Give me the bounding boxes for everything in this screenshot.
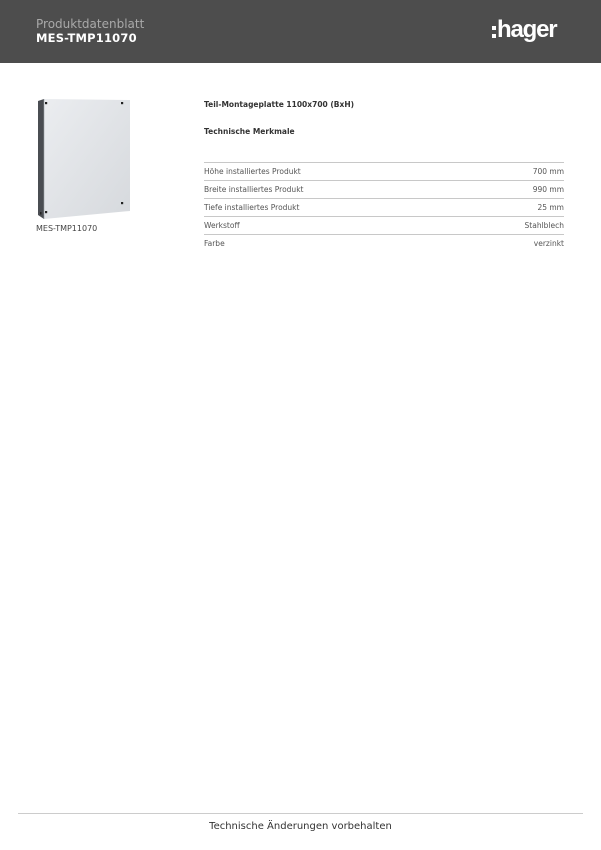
table-row [204,181,564,199]
spec-label: Farbe [204,239,225,248]
spec-label: Tiefe installiertes Produkt [204,203,300,212]
image-caption: MES-TMP11070 [36,224,98,233]
spec-value: 25 mm [537,203,564,212]
footer-divider [18,813,583,814]
logo-dots-icon [492,26,496,38]
logo-wordmark: hager [497,16,557,43]
spec-label: Höhe installiertes Produkt [204,167,301,176]
product-title: Teil-Montageplatte 1100x700 (BxH) [204,100,355,109]
spec-value: 700 mm [532,167,564,176]
table-row [204,199,564,217]
hager-logo [492,17,556,43]
document-id: MES-TMP11070 [36,31,137,45]
footer-note: Technische Änderungen vorbehalten [209,821,392,832]
table-row [204,235,564,252]
document-type: Produktdatenblatt [36,17,145,31]
section-title: Technische Merkmale [204,127,295,136]
spec-table [204,162,564,252]
spec-value: verzinkt [533,239,564,248]
table-row [204,217,564,235]
mounting-plate-icon [36,98,131,221]
table-row [204,163,564,181]
spec-label: Breite installiertes Produkt [204,185,304,194]
page-header [0,0,601,63]
spec-label: Werkstoff [204,221,240,230]
spec-value: 990 mm [532,185,564,194]
spec-value: Stahlblech [524,221,564,230]
